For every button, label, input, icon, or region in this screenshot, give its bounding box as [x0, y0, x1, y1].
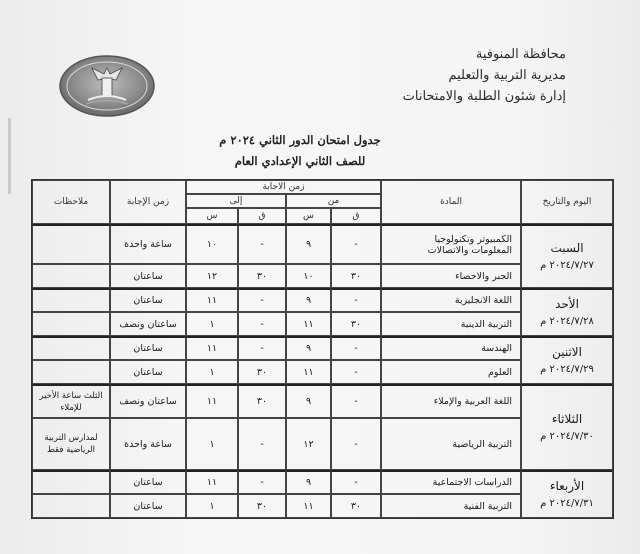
from-hour: ٩	[286, 470, 331, 494]
duration: ساعتان	[110, 264, 186, 288]
to-minute: -	[238, 224, 286, 264]
to-minute: -	[238, 312, 286, 336]
notes	[32, 470, 110, 494]
header-answer-time-group: زمن الاجابة	[186, 180, 381, 194]
subject-name-line-1: الكمبيوتر وتكنولوجيا	[434, 233, 513, 245]
subject-name: الجبر والاحصاء	[381, 264, 521, 288]
from-minute: -	[331, 360, 381, 384]
to-hour: ١١	[186, 336, 238, 360]
ministry-emblem-icon	[58, 54, 156, 118]
header-to: إلى	[186, 194, 286, 208]
table-row	[32, 336, 613, 360]
to-minute: ٣٠	[238, 264, 286, 288]
to-minute: ٣٠	[238, 384, 286, 418]
day-cell-wednesday	[521, 470, 613, 518]
duration: ساعتان	[110, 470, 186, 494]
to-minute: ٣٠	[238, 360, 286, 384]
day-name: السبت	[550, 240, 584, 255]
duration: ساعة واحدة	[110, 418, 186, 470]
issuer-header	[316, 44, 566, 107]
from-hour: ٩	[286, 336, 331, 360]
table-row	[32, 384, 613, 418]
from-minute: -	[331, 288, 381, 312]
from-minute: -	[331, 470, 381, 494]
notes	[32, 288, 110, 312]
from-minute: -	[331, 418, 381, 470]
from-hour: ٩	[286, 384, 331, 418]
notes	[32, 312, 110, 336]
subject-name: التربية الفنية	[381, 494, 521, 518]
duration: ساعة واحدة	[110, 224, 186, 264]
to-minute: -	[238, 336, 286, 360]
to-hour: ١	[186, 312, 238, 336]
notes	[32, 224, 110, 264]
to-hour: ١	[186, 494, 238, 518]
subject-name-line-2: المعلومات والاتصالات	[427, 244, 513, 256]
day-date: ٢٠٢٤/٧/٢٧ م	[540, 259, 594, 271]
notes	[32, 336, 110, 360]
day-name: الاثنين	[552, 344, 582, 359]
day-cell-saturday	[521, 224, 613, 288]
subject-cell	[381, 224, 521, 264]
to-minute: ٣٠	[238, 494, 286, 518]
title-line-2: للصف الثاني الإعدادي العام	[234, 154, 366, 168]
header-from-hour: س	[286, 208, 331, 224]
from-hour: ١٠	[286, 264, 331, 288]
notes	[32, 360, 110, 384]
to-hour: ١	[186, 418, 238, 470]
duration: ساعتان ونصف	[110, 384, 186, 418]
subject-name: اللغة العربية والإملاء	[381, 384, 521, 418]
subject-name: الدراسات الاجتماعية	[381, 470, 521, 494]
duration: ساعتان	[110, 360, 186, 384]
from-hour: ١١	[286, 312, 331, 336]
to-hour: ١٠	[186, 224, 238, 264]
notes	[32, 264, 110, 288]
subject-name: العلوم	[381, 360, 521, 384]
from-hour: ٩	[286, 288, 331, 312]
from-hour: ١١	[286, 360, 331, 384]
header-subject: المادة	[381, 180, 521, 224]
to-hour: ١٢	[186, 264, 238, 288]
header-notes: ملاحظات	[32, 180, 110, 224]
department-name: إدارة شئون الطلبة والامتحانات	[402, 89, 566, 104]
from-minute: -	[331, 224, 381, 264]
subject-name: التربية الدينية	[381, 312, 521, 336]
governorate-name: محافظة المنوفية	[475, 47, 566, 62]
title-line-1: جدول امتحان الدور الثاني ٢٠٢٤ م	[219, 133, 381, 147]
from-minute: ٣٠	[331, 312, 381, 336]
to-hour: ١	[186, 360, 238, 384]
from-minute: ٣٠	[331, 494, 381, 518]
header-to-minute: ق	[238, 208, 286, 224]
table-row	[32, 224, 613, 264]
to-hour: ١١	[186, 384, 238, 418]
duration: ساعتان	[110, 494, 186, 518]
from-hour: ٩	[286, 224, 331, 264]
day-date: ٢٠٢٤/٧/٣١ م	[540, 497, 594, 509]
header-from: من	[286, 194, 381, 208]
notes	[32, 494, 110, 518]
day-name: الثلاثاء	[551, 411, 583, 426]
page-edge-mark	[8, 118, 11, 194]
notes: لمدارس التربية الرياضية فقط	[32, 418, 110, 470]
notes: الثلث ساعة الأخير للإملاء	[32, 384, 110, 418]
day-date: ٢٠٢٤/٧/٣٠ م	[540, 430, 594, 442]
to-minute: -	[238, 470, 286, 494]
to-minute: -	[238, 418, 286, 470]
to-hour: ١١	[186, 288, 238, 312]
subject-name: التربية الرياضية	[381, 418, 521, 470]
day-date: ٢٠٢٤/٧/٢٨ م	[540, 315, 594, 327]
subject-name: الهندسة	[381, 336, 521, 360]
table-row	[32, 470, 613, 494]
table-row	[32, 288, 613, 312]
from-minute: -	[331, 336, 381, 360]
duration: ساعتان	[110, 336, 186, 360]
day-date: ٢٠٢٤/٧/٢٩ م	[540, 363, 594, 375]
from-hour: ١٢	[286, 418, 331, 470]
from-hour: ١١	[286, 494, 331, 518]
to-hour: ١١	[186, 470, 238, 494]
to-minute: -	[238, 288, 286, 312]
day-name: الأربعاء	[549, 478, 585, 493]
day-cell-tuesday	[521, 384, 613, 470]
duration: ساعتان	[110, 288, 186, 312]
day-cell-monday	[521, 336, 613, 384]
day-name: الأحد	[555, 296, 579, 311]
from-minute: ٣٠	[331, 264, 381, 288]
header-from-minute: ق	[331, 208, 381, 224]
document-title	[180, 130, 420, 172]
duration: ساعتان ونصف	[110, 312, 186, 336]
from-minute: -	[331, 384, 381, 418]
exam-schedule-table	[31, 179, 614, 519]
header-duration: زمن الإجابة	[110, 180, 186, 224]
subject-name: اللغة الانجليزية	[381, 288, 521, 312]
day-cell-sunday	[521, 288, 613, 336]
header-day-date: اليوم والتاريخ	[521, 180, 613, 224]
directorate-name: مديرية التربية والتعليم	[448, 68, 566, 83]
header-to-hour: س	[186, 208, 238, 224]
